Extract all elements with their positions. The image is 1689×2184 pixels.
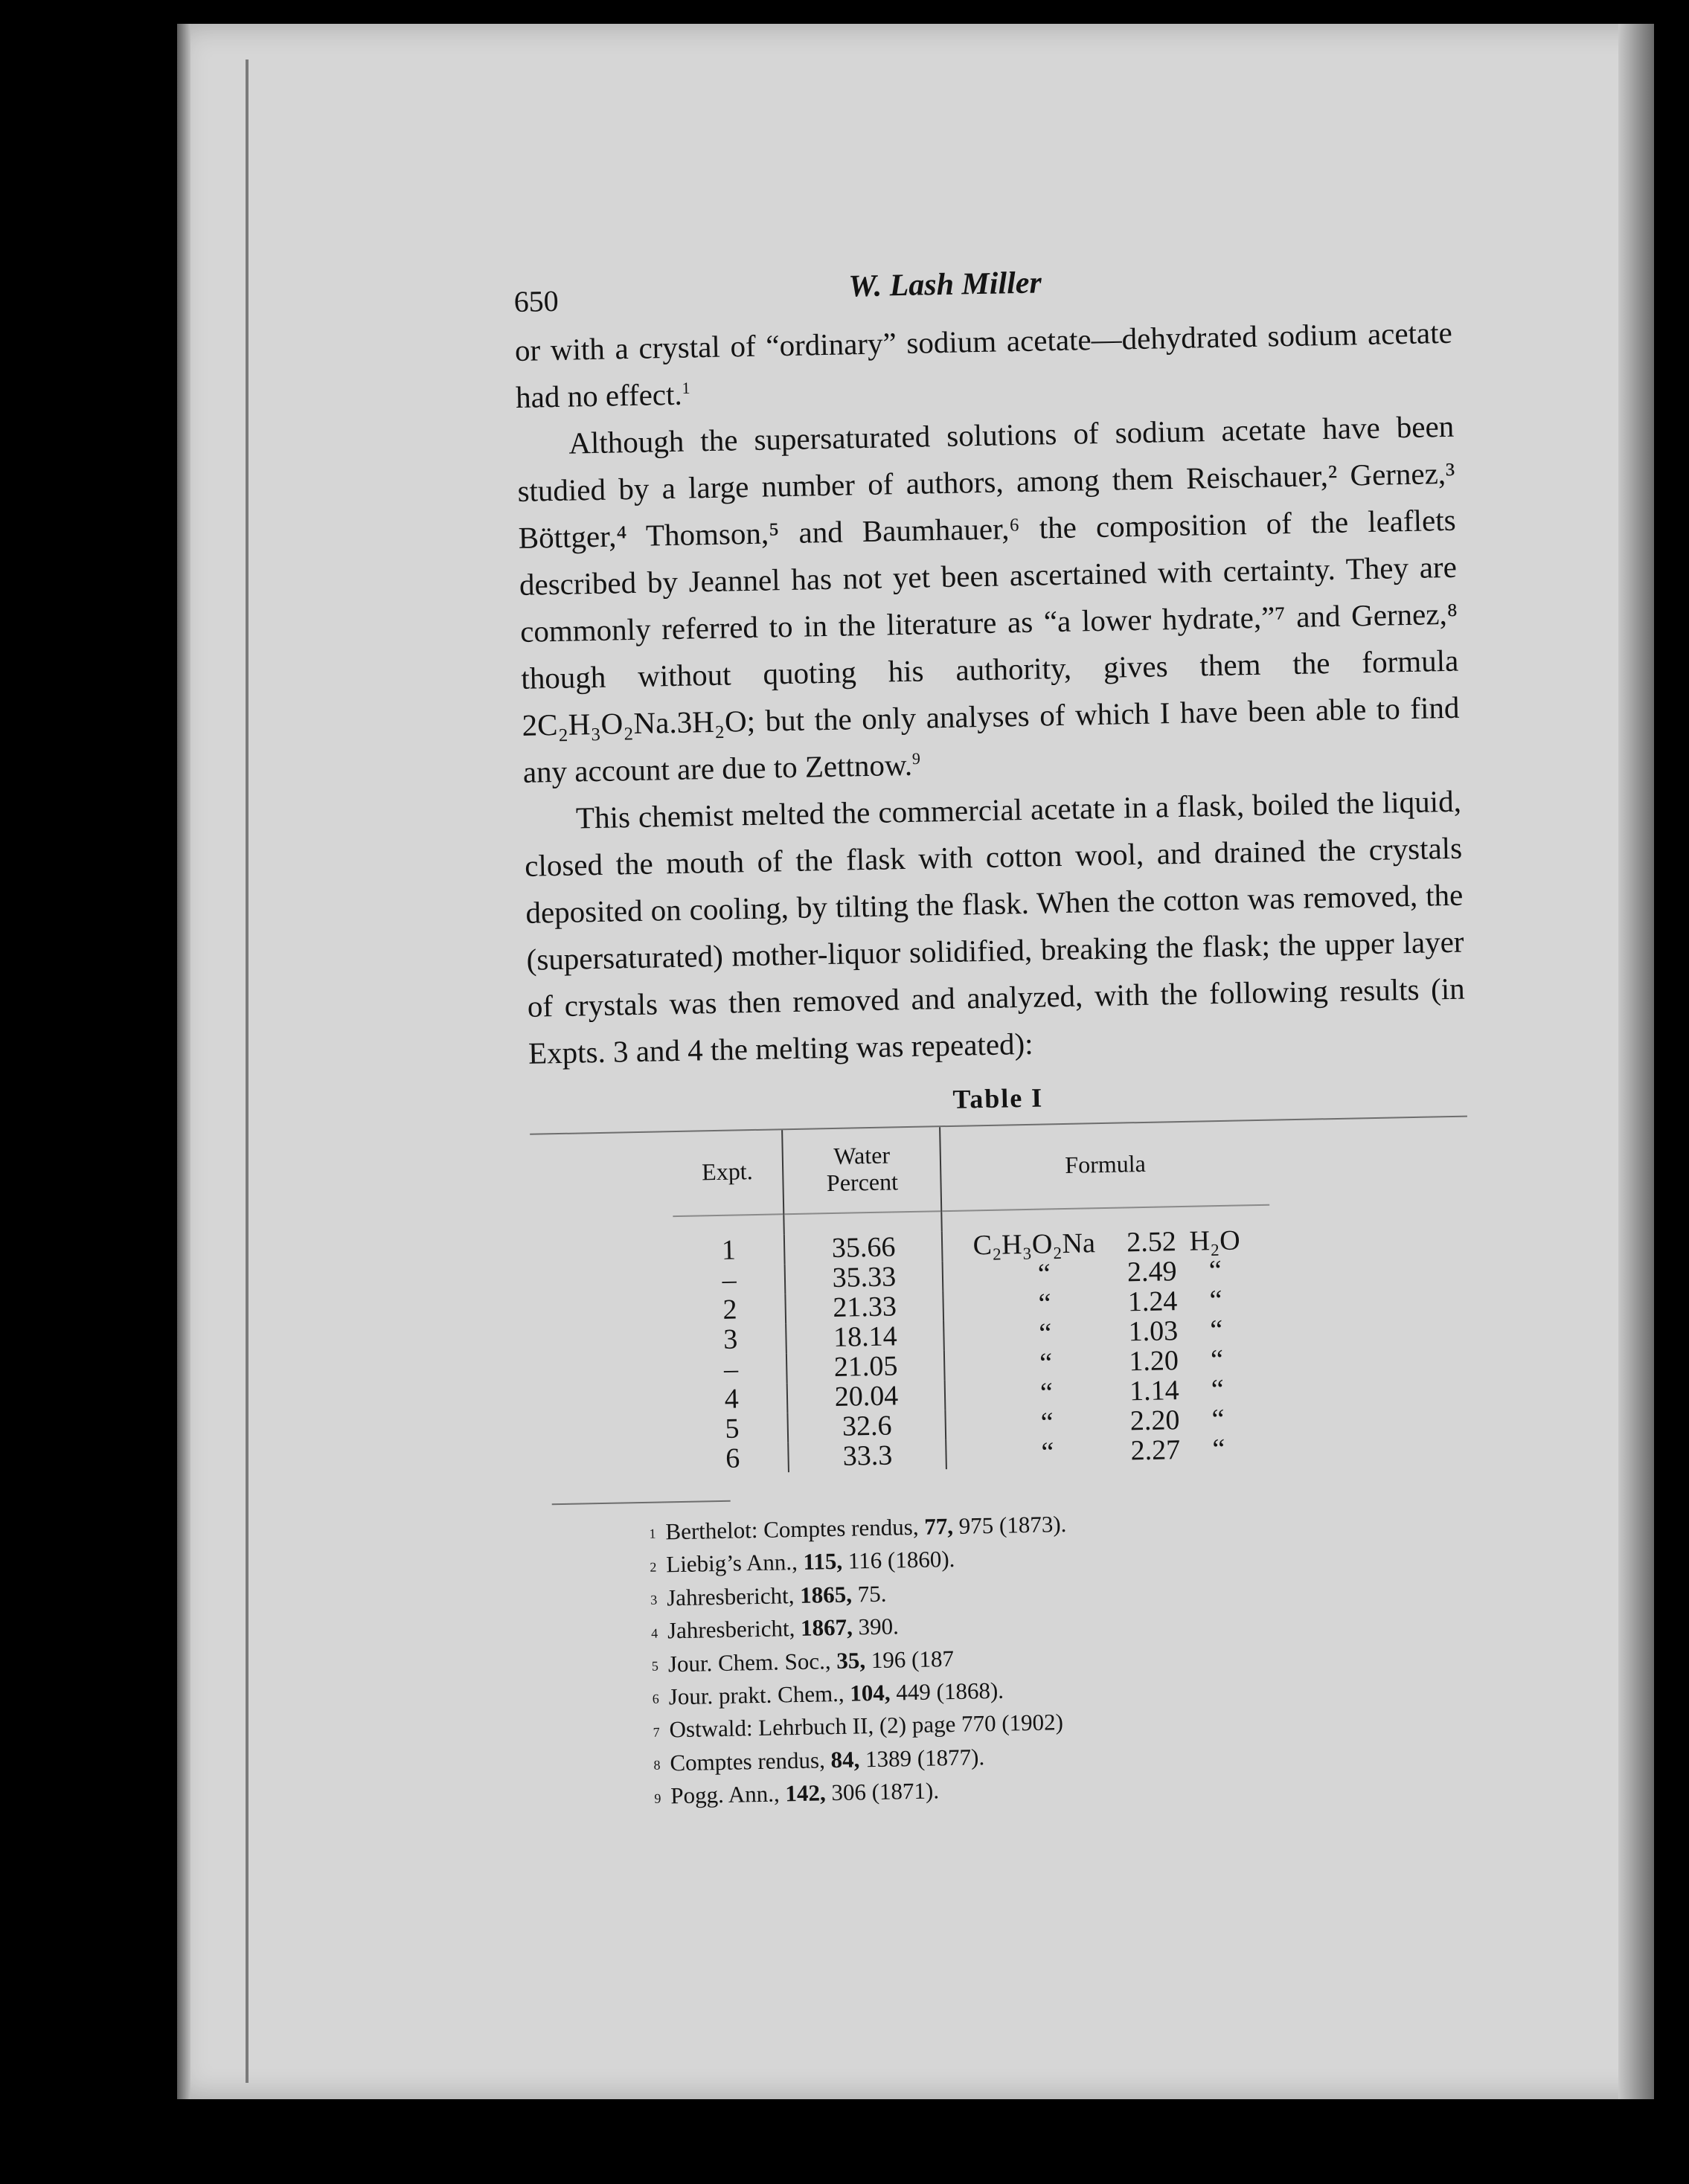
footnote-volume: 104, xyxy=(850,1679,891,1706)
footnote-volume: 1865, xyxy=(799,1581,853,1608)
cell-water: 18.14 xyxy=(786,1320,945,1353)
cell-water: 21.33 xyxy=(786,1291,944,1323)
footnote-volume: 84, xyxy=(830,1746,860,1773)
header-formula: Formula xyxy=(940,1121,1270,1211)
footnote-ref: 1 xyxy=(682,378,690,398)
paragraph-text: This chemist melted the commercial acetate in a flask, boiled the liquid, closed the mouth of the flask with cotton wool, and drained the crystals deposited on cooling, by tilting the flask. When the cotton was removed, the (supersaturated) mother-liquor solidified, breaking the flask; the upper layer of crystals was then removed and analyzed, with the following results (in Expts. 3 and 4 the melting was repeated): xyxy=(524,783,1466,1070)
ditto-mark: “ xyxy=(1040,1407,1054,1439)
ditto-mark: “ xyxy=(1209,1314,1223,1346)
footnote-source: Ostwald: Lehrbuch II, (2) page 770 (1902) xyxy=(669,1709,1064,1743)
page-gutter-line xyxy=(246,60,249,2083)
footnote-number: 6 xyxy=(652,1691,659,1707)
ditto-mark: “ xyxy=(1209,1284,1222,1317)
footnote-detail: 75. xyxy=(857,1580,887,1608)
page-number: 650 xyxy=(513,283,560,318)
header-rule xyxy=(784,1211,942,1234)
footnote-detail: 196 (187 xyxy=(871,1645,955,1673)
cell-water: 35.33 xyxy=(785,1261,943,1294)
running-head: W. Lash Miller xyxy=(847,266,1042,304)
cell-formula xyxy=(946,1433,1275,1469)
formula-value: 1.20 xyxy=(1128,1345,1179,1378)
footnote-number: 9 xyxy=(654,1790,661,1806)
formula-value: 2.52 xyxy=(1126,1226,1177,1259)
footnote-source: Jour. Chem. Soc., xyxy=(667,1647,831,1677)
cell-expt: – xyxy=(722,1264,737,1296)
footnote-rule xyxy=(552,1500,731,1506)
ditto-mark: “ xyxy=(1039,1347,1053,1379)
footnote-number: 3 xyxy=(650,1592,658,1608)
ditto-mark: “ xyxy=(1037,1258,1051,1290)
header-expt: Expt. xyxy=(701,1157,753,1186)
formula-value: 1.14 xyxy=(1129,1375,1180,1407)
footnote-detail: 449 (1868). xyxy=(896,1677,1004,1706)
formula-unit: H₂O xyxy=(1189,1224,1240,1257)
footnote-number: 5 xyxy=(651,1658,659,1674)
footnotes-list xyxy=(649,1501,1480,1814)
footnote-detail: 1389 (1877). xyxy=(865,1743,985,1773)
formula-value: 1.24 xyxy=(1127,1285,1178,1318)
header-rule xyxy=(673,1214,784,1236)
footnote-source: Liebig’s Ann., xyxy=(665,1549,798,1578)
cell-water: 33.3 xyxy=(789,1439,947,1472)
header-water xyxy=(783,1127,942,1214)
table-body xyxy=(673,1225,1275,1474)
ditto-mark: “ xyxy=(1038,1288,1051,1320)
ditto-mark: “ xyxy=(1211,1373,1225,1406)
footnote-volume: 115, xyxy=(803,1548,843,1576)
footnote-source: Berthelot: Comptes rendus, xyxy=(665,1513,919,1545)
ditto-mark: “ xyxy=(1212,1433,1225,1465)
data-table xyxy=(671,1121,1275,1474)
table-header-row xyxy=(671,1121,1269,1216)
footnote-source: Jahresbericht, xyxy=(667,1615,795,1644)
paragraph xyxy=(523,778,1466,1077)
paragraph-text: or with a crystal of “ordinary” sodium acetate—dehydrated sodium acetate had no effect. xyxy=(514,315,1453,414)
cell-water: 20.04 xyxy=(787,1380,946,1413)
ditto-mark: “ xyxy=(1039,1317,1052,1349)
cell-water: 21.05 xyxy=(786,1350,945,1383)
footnote-detail: 390. xyxy=(858,1613,900,1640)
footnote-detail: 116 (1860). xyxy=(847,1546,955,1575)
ditto-mark: “ xyxy=(1041,1436,1054,1468)
footnote-volume: 77, xyxy=(923,1512,954,1540)
formula-value: 2.49 xyxy=(1126,1256,1177,1288)
cell-expt: 2 xyxy=(722,1294,737,1326)
ditto-mark: “ xyxy=(1211,1403,1225,1436)
formula-compound: C₂H₃O₂Na xyxy=(972,1227,1096,1262)
footnote-ref: 9 xyxy=(911,748,921,768)
cell-expt: 4 xyxy=(724,1383,740,1415)
footnote-source: Jahresbericht, xyxy=(666,1581,795,1611)
footnote-number: 1 xyxy=(649,1526,656,1542)
formula-value: 2.27 xyxy=(1130,1434,1181,1467)
page-content xyxy=(513,257,1481,1816)
cell-expt: – xyxy=(723,1353,739,1385)
ditto-mark: “ xyxy=(1208,1254,1222,1287)
footnote-source: Comptes rendus, xyxy=(670,1747,826,1776)
footnote-source: Jour. prakt. Chem., xyxy=(668,1680,844,1710)
footnote-source: Pogg. Ann., xyxy=(670,1780,781,1809)
table-title: Table I xyxy=(952,1082,1044,1114)
ditto-mark: “ xyxy=(1210,1343,1224,1376)
cell-expt: 1 xyxy=(721,1234,737,1266)
cell-expt: 6 xyxy=(725,1442,740,1474)
paragraph xyxy=(514,309,1453,421)
page-right-edge xyxy=(1618,24,1654,2099)
cell-expt: 5 xyxy=(725,1413,740,1445)
footnote-detail: 975 (1873). xyxy=(958,1511,1067,1539)
formula-value: 2.20 xyxy=(1129,1404,1180,1437)
cell-expt: 3 xyxy=(722,1323,738,1355)
footnote-volume: 1867, xyxy=(800,1613,853,1642)
body-text xyxy=(514,309,1466,1077)
footnote-number: 4 xyxy=(650,1625,658,1641)
footnote-number: 7 xyxy=(653,1724,660,1740)
footnote-number: 8 xyxy=(653,1757,661,1773)
paragraph xyxy=(516,403,1461,796)
footnote-number: 2 xyxy=(650,1559,657,1575)
cell-water: 35.66 xyxy=(784,1231,943,1264)
footnote-volume: 142, xyxy=(785,1779,826,1807)
header-water-label: Water Percent xyxy=(826,1141,899,1197)
page-left-edge xyxy=(177,24,190,2099)
footnote-volume: 35, xyxy=(836,1646,866,1674)
footnote-detail: 306 (1871). xyxy=(831,1777,940,1806)
paragraph-text: Although the supersaturated solutions of sodium acetate have been studied by a large number of authors, among them Reischauer,² Gernez,³ Böttger,⁴ Thomson,⁵ and Baumhauer,⁶ the composition of the leaflets described by Jeannel has not yet been ascertained with certainty. They are commonly referred to in the literature as “a lower hydrate,”⁷ and Gernez,⁸ though without quoting his authority, gives them the formula 2C₂H₃O₂Na.3H₂O; but the only analyses of which I have been able to find any account are due to Zettnow. xyxy=(517,408,1460,789)
formula-value: 1.03 xyxy=(1128,1315,1179,1348)
ditto-mark: “ xyxy=(1039,1377,1054,1409)
cell-water: 32.6 xyxy=(788,1410,946,1442)
